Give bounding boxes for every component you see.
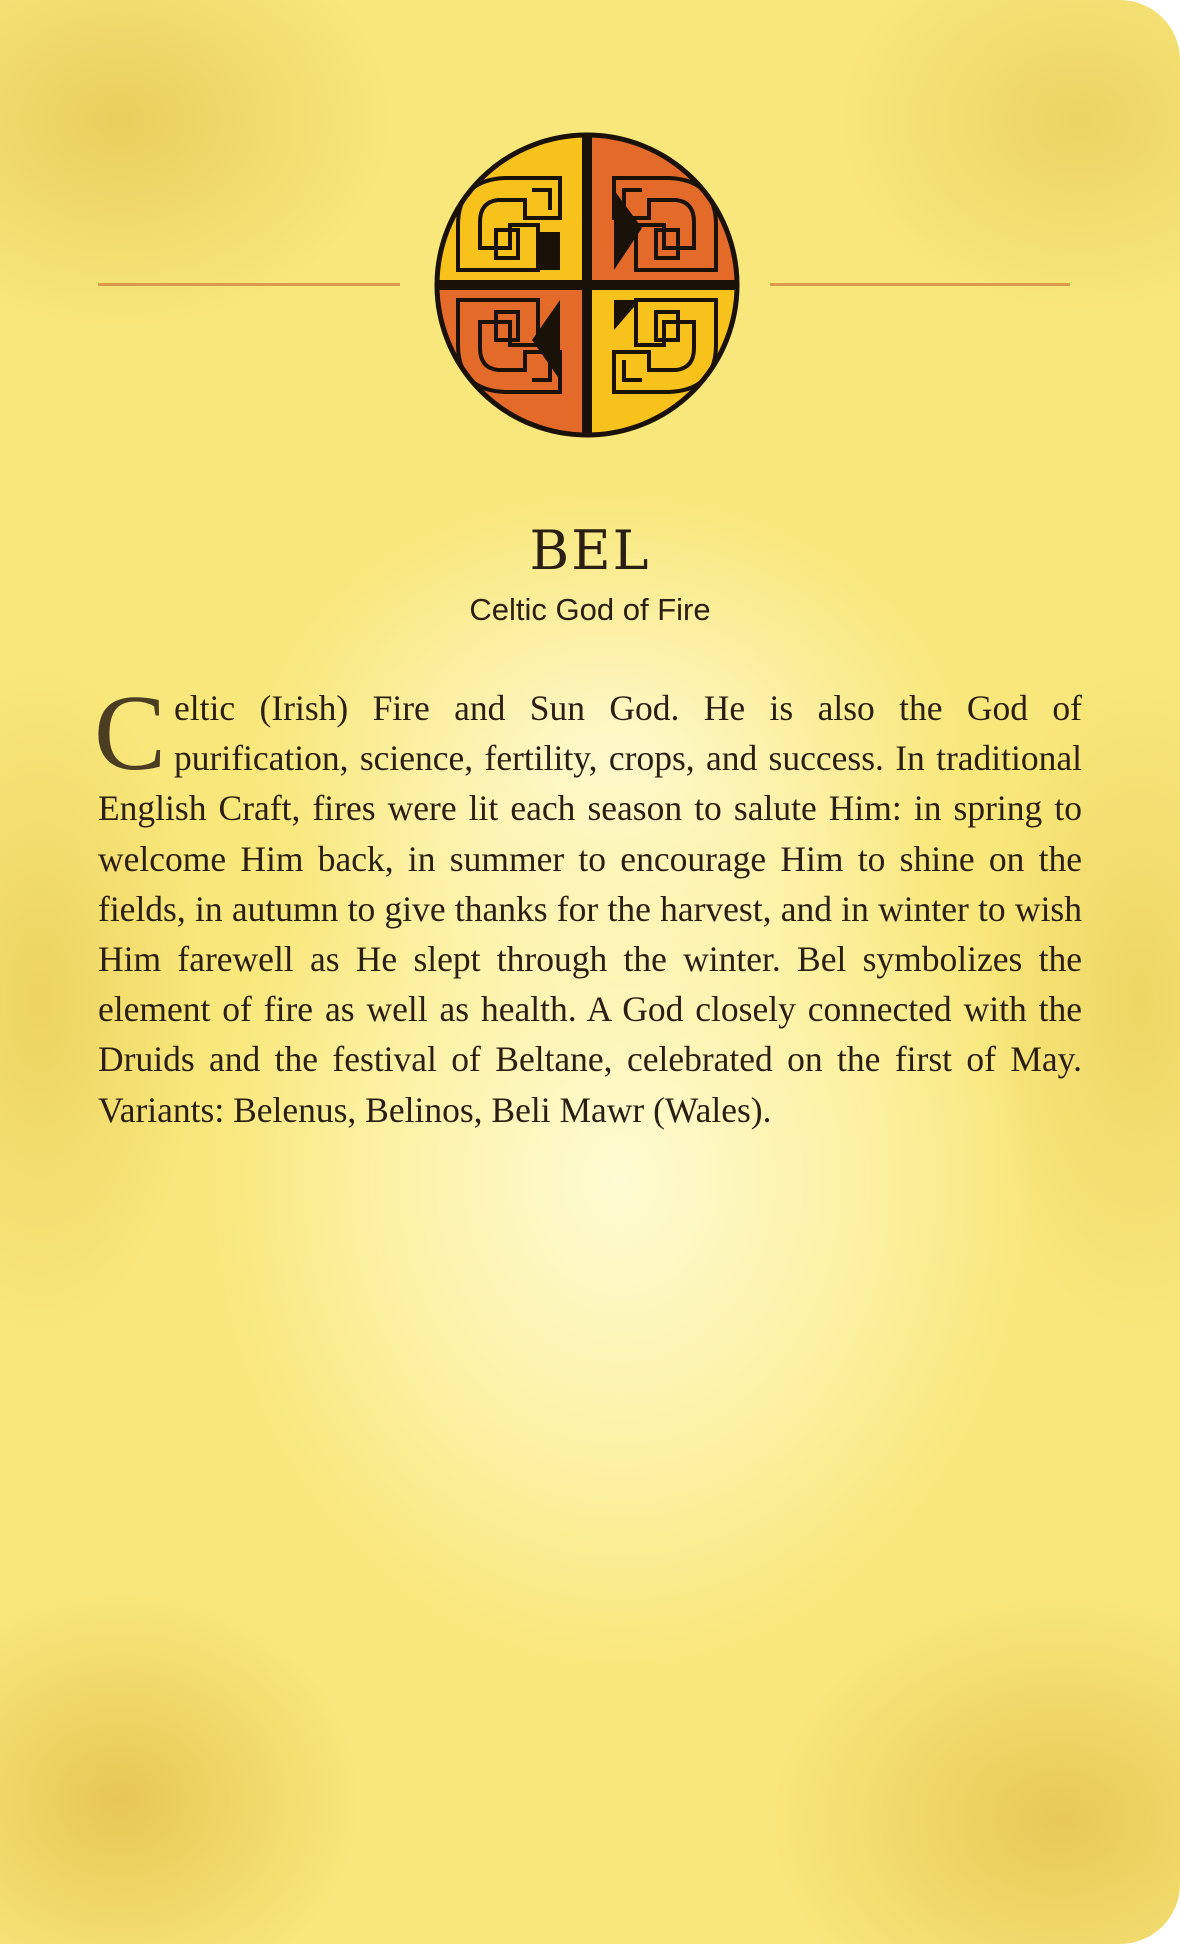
celtic-knot-emblem-icon <box>410 130 765 440</box>
card-description <box>94 674 1082 1135</box>
header-divider-right <box>770 283 1070 286</box>
description-text: eltic (Irish) Fire and Sun God. He is also the God of purification, science, fertility, crops, and success. In traditional English Craft, fires were lit each season to salute Him: in spring to welcome Him back, in summer to encourage Him to shine on the fields, in autumn to give thanks for the harvest, and in winter to wish Him farewell as He slept through the winter. Bel symbolizes the element of fire as well as health. A God closely connected with the Druids and the festival of Beltane, celebrated on the first of May. Variants: Belenus, Belinos, Beli Mawr (Wales). <box>98 688 1082 1130</box>
header-divider-left <box>98 283 400 286</box>
drop-cap: C <box>94 674 167 793</box>
card-subtitle: Celtic God of Fire <box>469 592 711 627</box>
card-title: BEL <box>529 519 651 582</box>
